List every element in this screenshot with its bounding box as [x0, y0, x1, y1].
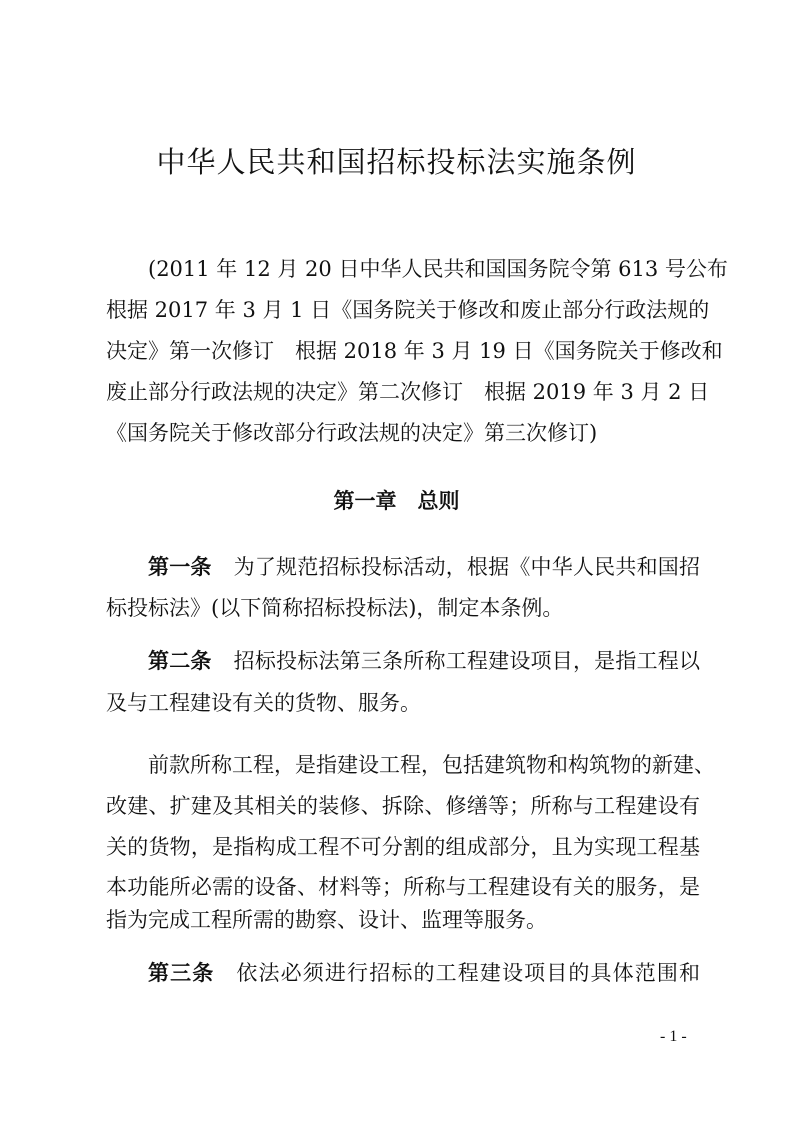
preamble-line: 根据 2017 年 3 月 1 日《国务院关于修改和废止部分行政法规的 [106, 298, 710, 322]
article-line: 标投标法》(以下简称招标投标法)，制定本条例。 [106, 596, 564, 620]
document-title: 中华人民共和国招标投标法实施条例 [156, 145, 637, 179]
article-label: 第二条 [148, 648, 212, 673]
preamble-line: (2011 年 12 月 20 日中华人民共和国国务院令第 613 号公布 [148, 257, 728, 281]
article-text: 依法必须进行招标的工程建设项目的具体范围和 [236, 961, 701, 985]
preamble-line: 决定》第一次修订 根据 2018 年 3 月 19 日《国务院关于修改和 [106, 339, 723, 363]
page-number: - 1 - [660, 1028, 687, 1045]
paragraph-line: 改建、扩建及其相关的装修、拆除、修缮等；所称与工程建设有 [106, 794, 700, 818]
article-label: 第一条 [148, 554, 212, 579]
paragraph-line: 本功能所必需的设备、材料等；所称与工程建设有关的服务，是 [106, 875, 700, 899]
paragraph-line: 指为完成工程所需的勘察、设计、监理等服务。 [106, 908, 547, 932]
chapter-heading: 第一章 总则 [333, 488, 460, 513]
article-line: 及与工程建设有关的货物、服务。 [106, 691, 421, 715]
preamble-line: 《国务院关于修改部分行政法规的决定》第三次修订) [106, 421, 598, 445]
article-line [148, 646, 700, 676]
paragraph-line: 关的货物，是指构成工程不可分割的组成部分，且为实现工程基 [106, 835, 700, 859]
article-label: 第三条 [148, 960, 215, 985]
article-line [148, 552, 700, 582]
article-text: 招标投标法第三条所称工程建设项目，是指工程以 [233, 649, 700, 673]
preamble-line: 废止部分行政法规的决定》第二次修订 根据 2019 年 3 月 2 日 [106, 380, 710, 404]
article-text: 为了规范招标投标活动，根据《中华人民共和国招 [233, 555, 700, 579]
paragraph-line: 前款所称工程，是指建设工程，包括建筑物和构筑物的新建、 [148, 753, 715, 777]
article-line [148, 958, 700, 988]
